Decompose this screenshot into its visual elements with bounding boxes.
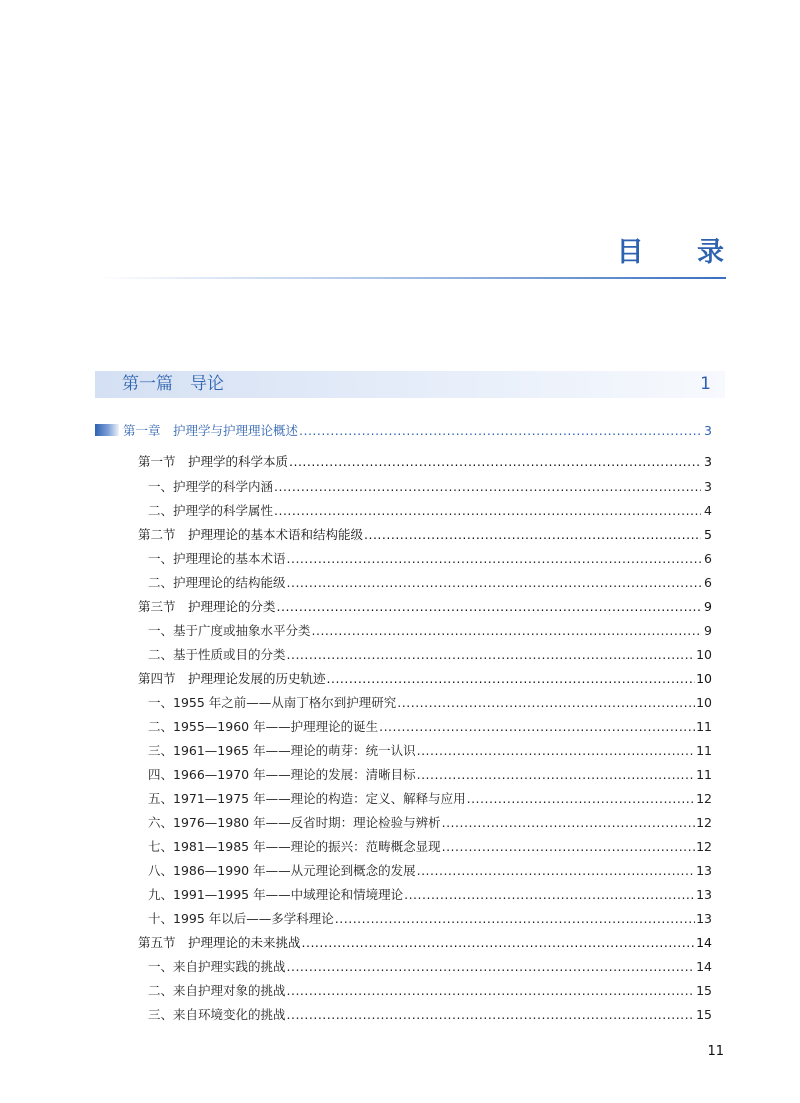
toc-entry-title: 五、1971—1975 年——理论的构造：定义、解释与应用 — [148, 791, 466, 806]
dot-leader — [335, 910, 695, 928]
toc-entry-title: 九、1991—1995 年——中域理论和情境理论 — [148, 887, 404, 902]
dot-leader — [404, 886, 695, 904]
toc-entry-page: 13 — [696, 911, 712, 926]
dot-leader — [274, 478, 701, 496]
toc-entry-title: 八、1986—1990 年——从元理论到概念的发展 — [148, 863, 416, 878]
dot-leader — [397, 694, 695, 712]
toc-entry-page: 4 — [704, 503, 712, 518]
toc-entry[interactable] — [148, 886, 712, 904]
dot-leader — [442, 838, 695, 856]
dot-leader — [287, 574, 701, 592]
toc-entry[interactable] — [148, 838, 712, 856]
toc-entry-title: 十、1995 年以后——多学科理论 — [148, 911, 334, 926]
toc-entry-page: 13 — [696, 887, 712, 902]
toc-entry-title: 第三节 护理理论的分类 — [138, 599, 276, 614]
toc-entry[interactable] — [138, 934, 712, 952]
toc-entry-title: 二、护理理论的结构能级 — [148, 575, 286, 590]
toc-entry[interactable] — [138, 598, 712, 616]
toc-entry[interactable] — [148, 646, 712, 664]
toc-entry-page: 12 — [696, 839, 712, 854]
toc-entry[interactable] — [138, 670, 712, 688]
toc-entry-page: 3 — [704, 454, 712, 469]
toc-entry[interactable] — [148, 790, 712, 808]
dot-leader — [287, 958, 696, 976]
toc-entry-title: 四、1966—1970 年——理论的发展：清晰目标 — [148, 767, 416, 782]
toc-entry-page: 10 — [696, 695, 712, 710]
toc-entry-title: 三、1961—1965 年——理论的萌芽：统一认识 — [148, 743, 416, 758]
toc-entry[interactable] — [138, 526, 712, 544]
dot-leader — [277, 598, 701, 616]
toc-entry-title: 二、1955—1960 年——护理理论的诞生 — [148, 719, 379, 734]
toc-heading: 目 录 — [616, 237, 746, 268]
part-entry[interactable] — [95, 371, 725, 398]
toc-entry-page: 3 — [704, 479, 712, 494]
toc-entry-page: 11 — [696, 719, 712, 734]
toc-entry-page: 15 — [696, 983, 712, 998]
toc-entry-page: 13 — [696, 863, 712, 878]
dot-leader — [287, 982, 696, 1000]
dot-leader — [417, 766, 695, 784]
chapter-title: 第一章 护理学与护理理论概述 — [123, 423, 299, 438]
toc-entry-page: 11 — [696, 743, 712, 758]
dot-leader — [289, 453, 701, 471]
toc-entry-title: 二、护理学的科学属性 — [148, 503, 274, 518]
page-number: 11 — [707, 1044, 724, 1059]
dot-leader — [442, 814, 695, 832]
toc-entry-title: 二、来自护理对象的挑战 — [148, 983, 286, 998]
chapter-page-number: 3 — [704, 423, 712, 438]
dot-leader — [287, 646, 696, 664]
part-page-number: 1 — [700, 374, 711, 394]
chapter-entry[interactable] — [123, 422, 712, 440]
toc-entry[interactable] — [138, 453, 712, 471]
toc-entry-title: 第二节 护理理论的基本术语和结构能级 — [138, 527, 364, 542]
toc-entry[interactable] — [148, 478, 712, 496]
toc-entry-title: 三、来自环境变化的挑战 — [148, 1007, 286, 1022]
toc-entry-title: 二、基于性质或目的分类 — [148, 647, 286, 662]
toc-entry[interactable] — [148, 502, 712, 520]
chapter-marker-icon — [95, 424, 119, 436]
toc-entry-title: 七、1981—1985 年——理论的振兴：范畴概念显现 — [148, 839, 441, 854]
toc-entry[interactable] — [148, 982, 712, 1000]
toc-entry-page: 9 — [704, 599, 712, 614]
toc-entry[interactable] — [148, 550, 712, 568]
toc-entry[interactable] — [148, 718, 712, 736]
toc-entry[interactable] — [148, 814, 712, 832]
toc-entry-page: 12 — [696, 791, 712, 806]
dot-leader — [417, 862, 695, 880]
dot-leader — [417, 742, 695, 760]
toc-entry[interactable] — [148, 622, 712, 640]
toc-entry-title: 一、护理理论的基本术语 — [148, 551, 286, 566]
toc-entry-page: 6 — [704, 575, 712, 590]
toc-entry-page: 9 — [704, 623, 712, 638]
dot-leader — [379, 718, 695, 736]
toc-entry-page: 6 — [704, 551, 712, 566]
toc-entry[interactable] — [148, 862, 712, 880]
toc-entry[interactable] — [148, 694, 712, 712]
toc-entry-page: 14 — [696, 935, 712, 950]
toc-entry[interactable] — [148, 958, 712, 976]
dot-leader — [364, 526, 701, 544]
toc-entry-page: 10 — [696, 647, 712, 662]
toc-entry-title: 一、护理学的科学内涵 — [148, 479, 274, 494]
toc-entry-title: 一、基于广度或抽象水平分类 — [148, 623, 311, 638]
dot-leader — [467, 790, 695, 808]
dot-leader — [312, 622, 701, 640]
dot-leader — [302, 934, 696, 952]
toc-entry-title: 第四节 护理理论发展的历史轨迹 — [138, 671, 326, 686]
toc-entry-page: 11 — [696, 767, 712, 782]
toc-entry-title: 一、来自护理实践的挑战 — [148, 959, 286, 974]
toc-entry-title: 第一节 护理学的科学本质 — [138, 454, 289, 469]
toc-entry[interactable] — [148, 742, 712, 760]
dot-leader — [287, 1006, 696, 1024]
dot-leader — [327, 670, 696, 688]
toc-entry-page: 10 — [696, 671, 712, 686]
part-title: 第一篇 导论 — [122, 374, 224, 394]
toc-entry[interactable] — [148, 910, 712, 928]
toc-entry-page: 15 — [696, 1007, 712, 1022]
toc-entry[interactable] — [148, 574, 712, 592]
toc-entry-title: 第五节 护理理论的未来挑战 — [138, 935, 301, 950]
dot-leader — [299, 422, 701, 440]
toc-entry[interactable] — [148, 1006, 712, 1024]
toc-entry-page: 14 — [696, 959, 712, 974]
dot-leader — [287, 550, 701, 568]
toc-entry[interactable] — [148, 766, 712, 784]
toc-entry-page: 5 — [704, 527, 712, 542]
heading-divider — [96, 277, 726, 279]
dot-leader — [274, 502, 701, 520]
toc-entry-title: 六、1976—1980 年——反省时期：理论检验与辨析 — [148, 815, 441, 830]
toc-entry-page: 12 — [696, 815, 712, 830]
toc-entry-title: 一、1955 年之前——从南丁格尔到护理研究 — [148, 695, 397, 710]
